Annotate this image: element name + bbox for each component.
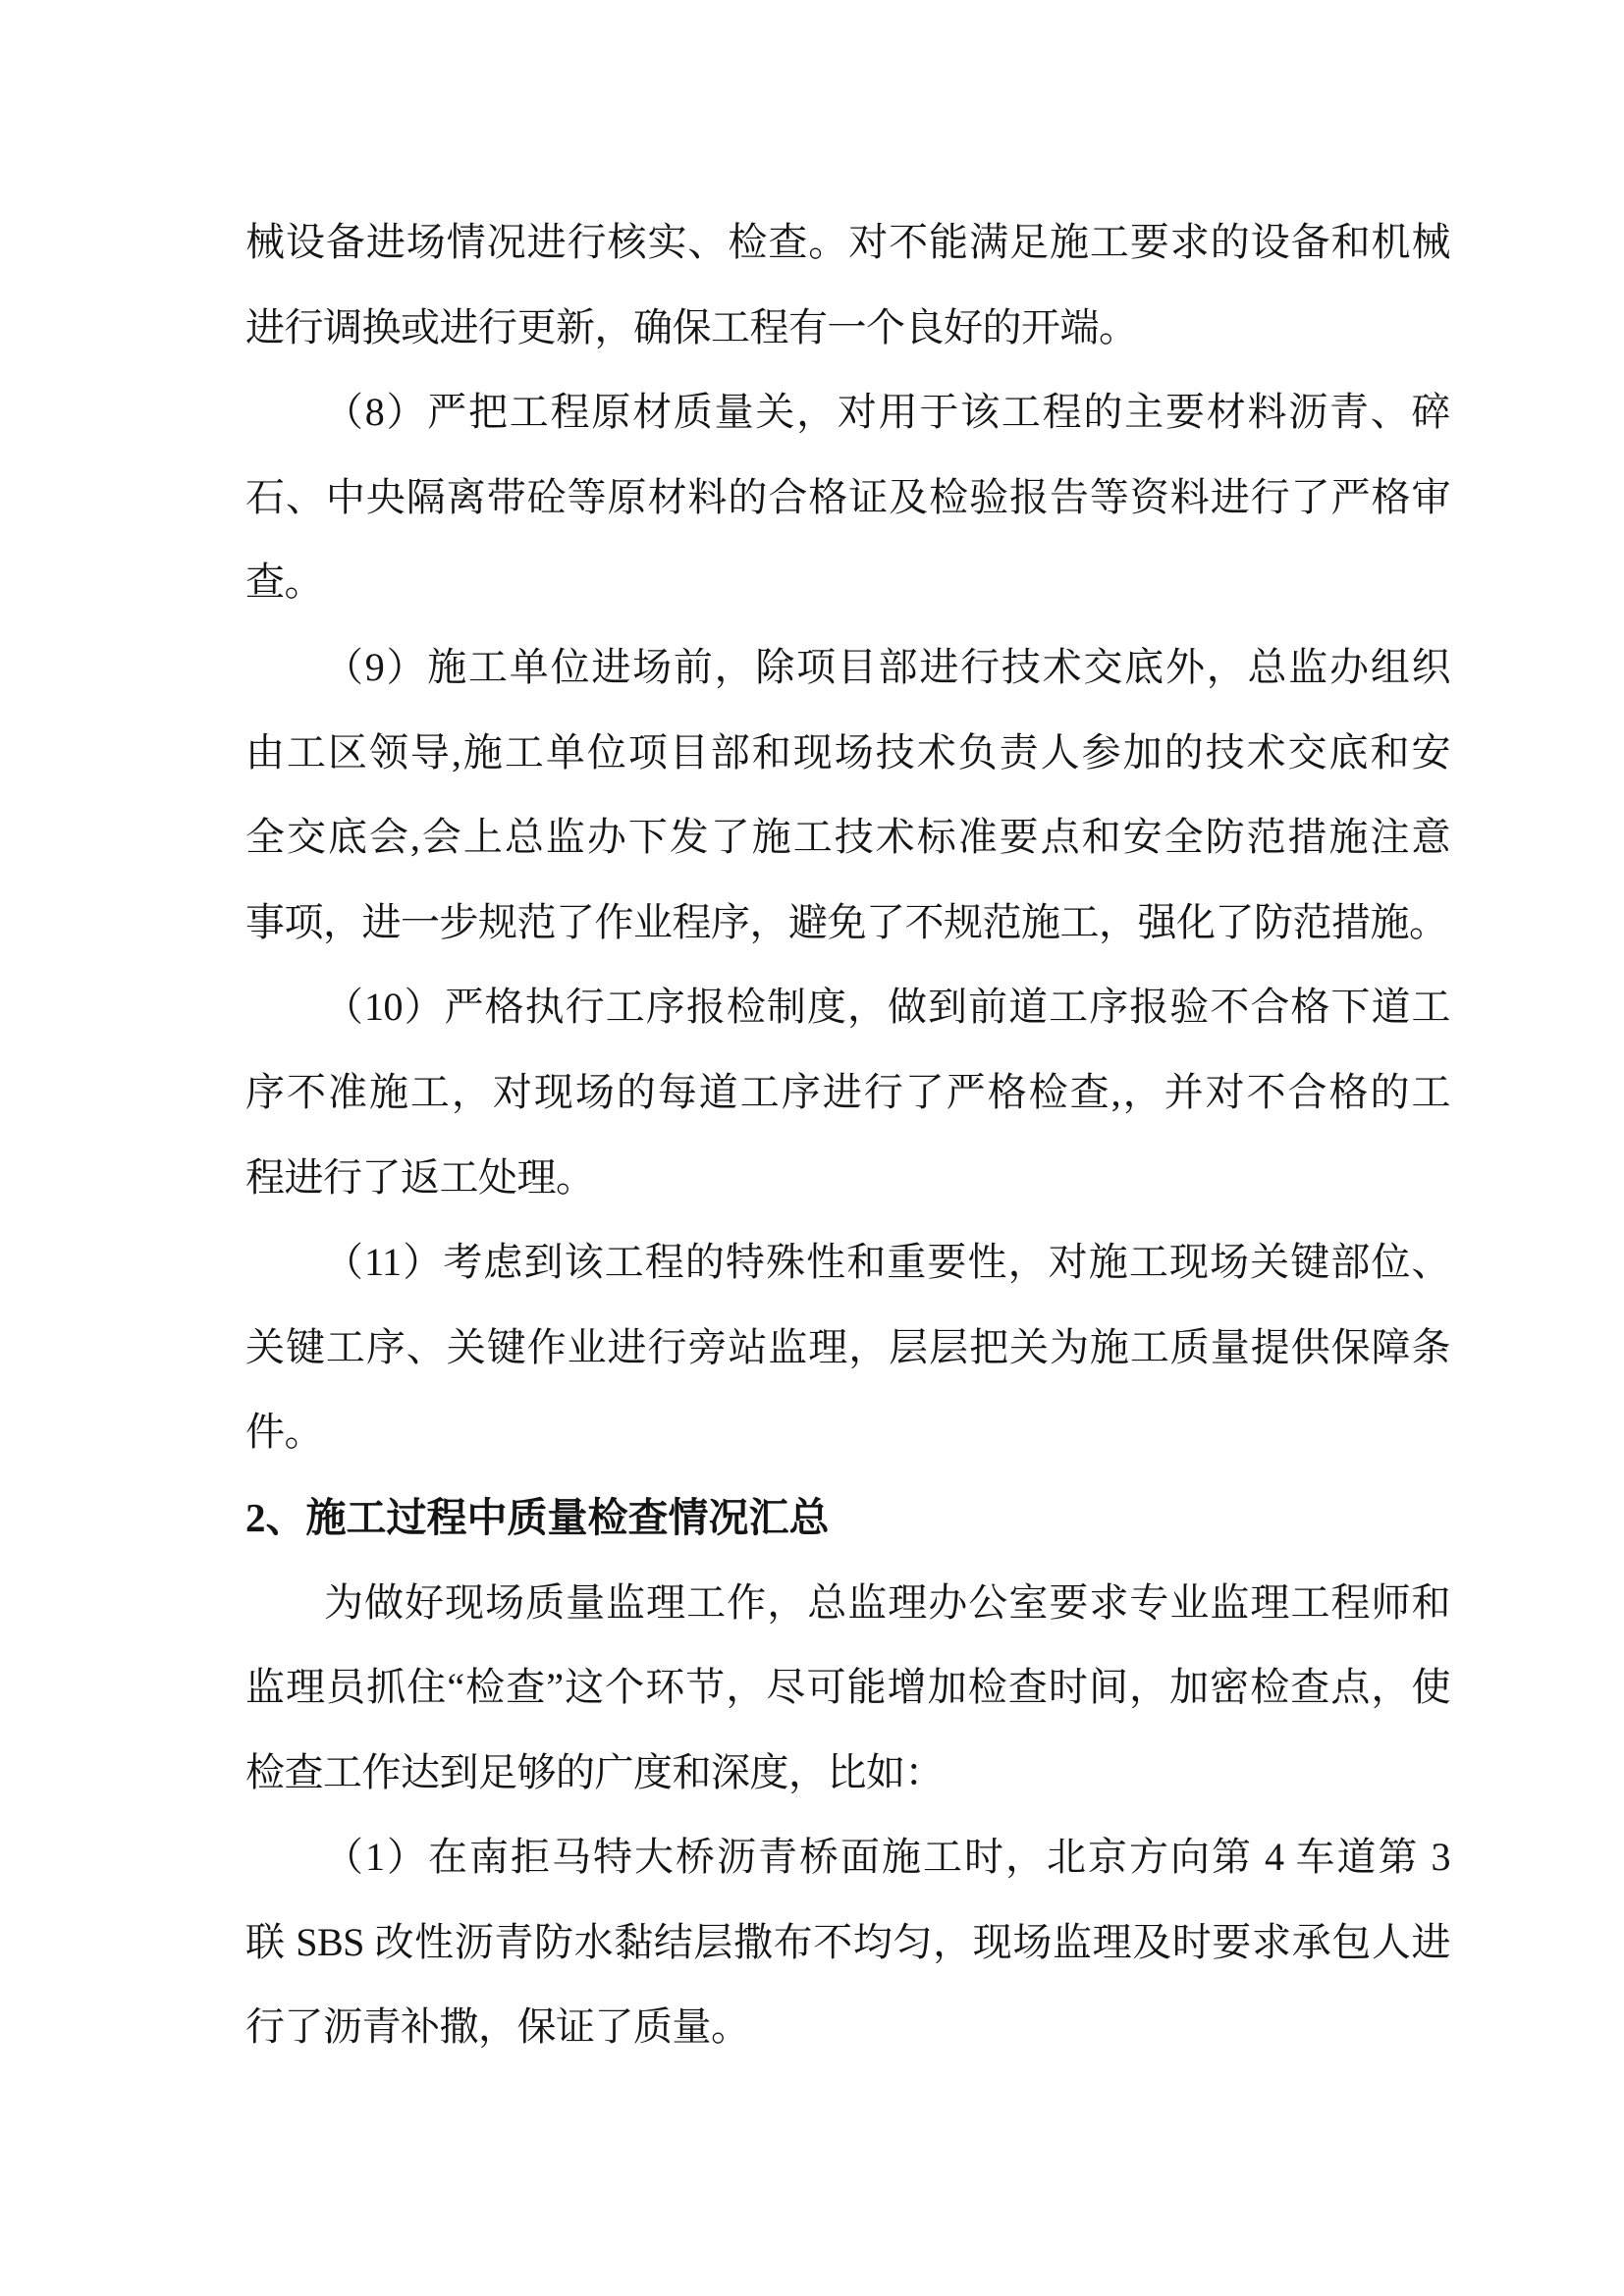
text-line: 进行调换或进行更新，确保工程有一个良好的开端。 [245,304,1138,349]
text-line: 石、中央隔离带砼等原材料的合格证及检验报告等资料进行了严格审 [245,474,1450,519]
text-line: 事项，进一步规范了作业程序，避免了不规范施工，强化了防范措施。 [245,899,1448,944]
text-line: （10）严格执行工序报检制度，做到前道工序报验不合格下道工 [324,985,1450,1030]
text-line: （8）严把工程原材质量关，对用于该工程的主要材料沥青、碎 [324,390,1450,435]
text-line: 件。 [245,1410,323,1455]
text-line: 为做好现场质量监理工作，总监理办公室要求专业监理工程师和 [324,1579,1450,1625]
text-line: 程进行了返工处理。 [245,1154,595,1200]
text-line: 检查工作达到足够的广度和深度，比如： [245,1749,944,1794]
text-line: 由工区领导,施工单位项目部和现场技术负责人参加的技术交底和安 [245,729,1450,774]
text-line: （11）考虑到该工程的特殊性和重要性，对施工现场关键部位、 [324,1240,1450,1285]
page-body [245,200,1450,2070]
text-line: 关键工序、关键作业进行旁站监理，层层把关为施工质量提供保障条 [245,1324,1450,1369]
text-line: （9）施工单位进场前，除项目部进行技术交底外，总监办组织 [324,644,1450,689]
text-line: 监理员抓住“检查”这个环节，尽可能增加检查时间，加密检查点，使 [245,1665,1450,1710]
text-line: 行了沥青补撒，保证了质量。 [245,2004,750,2050]
text-line: 械设备进场情况进行核实、检查。对不能满足施工要求的设备和机械 [245,220,1450,264]
text-line: 查。 [245,560,323,605]
section-heading: 2、施工过程中质量检查情况汇总 [245,1494,830,1540]
text-line: 序不准施工，对现场的每道工序进行了严格检查,，并对不合格的工 [245,1069,1450,1114]
text-line: 联 SBS 改性沥青防水黏结层撒布不均匀，现场监理及时要求承包人进 [245,1919,1450,1964]
text-line: 全交底会,会上总监办下发了施工技术标准要点和安全防范措施注意 [245,815,1450,860]
text-line: （1）在南拒马特大桥沥青桥面施工时，北京方向第 4 车道第 3 [324,1835,1450,1880]
